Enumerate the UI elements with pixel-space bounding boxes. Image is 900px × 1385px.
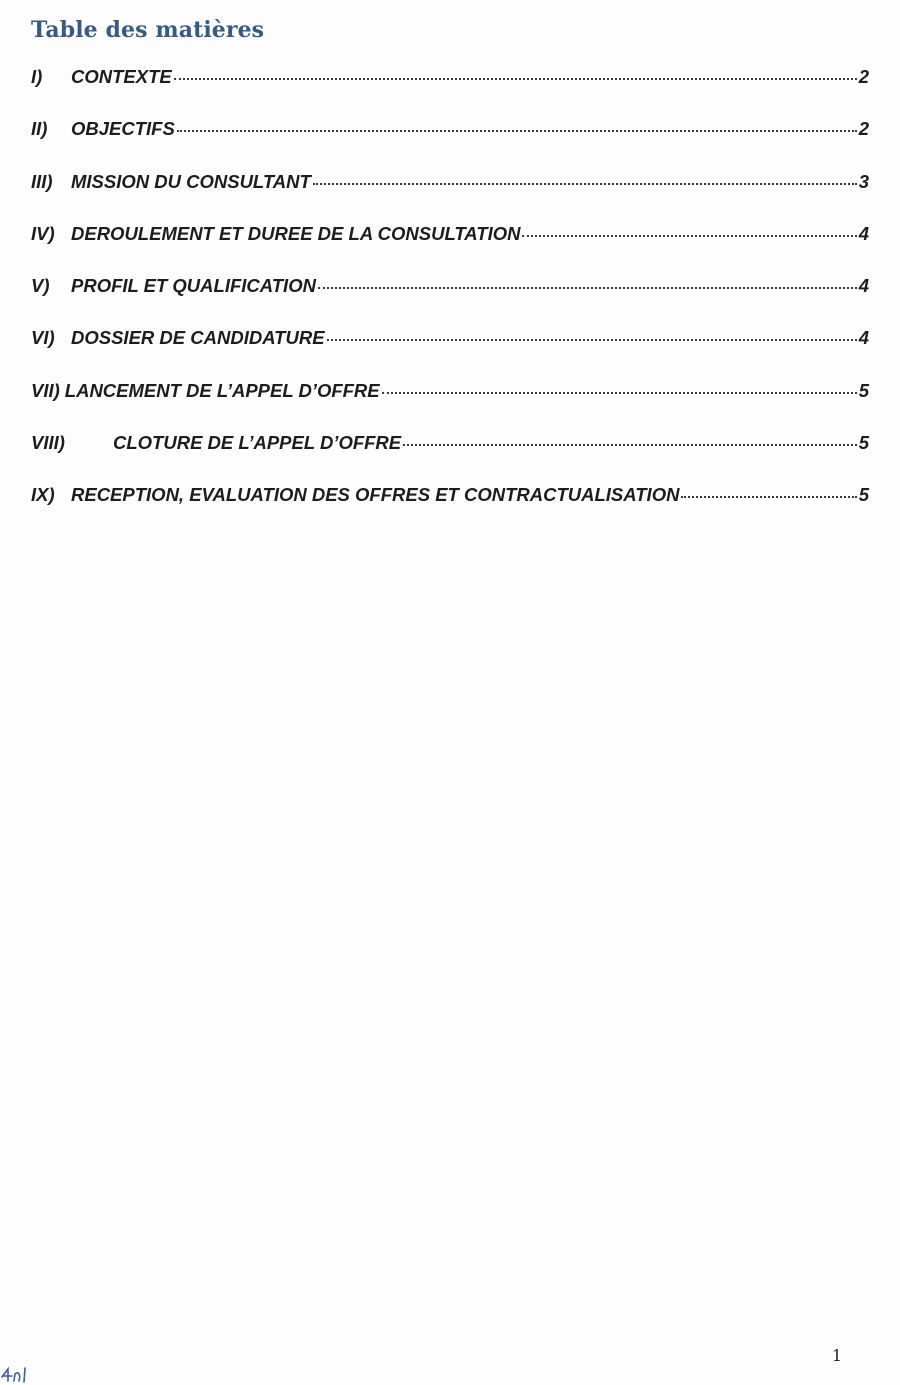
toc-dot-leader [177,130,857,132]
toc-entry-number: VII) [31,379,60,401]
toc-entry-mission[interactable] [31,171,869,223]
toc-entry-page: 4 [858,327,869,349]
toc-list [31,66,869,537]
toc-entry-page: 5 [858,379,869,401]
toc-entry-contexte[interactable] [31,66,869,118]
toc-dot-leader [327,339,857,341]
toc-entry-label: RECEPTION, EVALUATION DES OFFRES ET CONTRACTUALISATION [71,484,680,506]
toc-dot-leader [681,496,856,498]
handwritten-initials-mark [0,1365,34,1385]
toc-entry-label: OBJECTIFS [71,118,175,140]
toc-entry-page: 2 [858,118,869,140]
toc-entry-number: IX) [31,484,55,506]
toc-entry-label: PROFIL ET QUALIFICATION [71,275,316,297]
toc-entry-lancement[interactable] [31,380,869,432]
toc-entry-number: I) [31,66,43,87]
toc-entry-number: VIII) [31,432,65,454]
toc-entry-dossier[interactable] [31,327,869,379]
toc-entry-page: 3 [858,170,869,192]
toc-title: Table des matières [31,17,265,43]
toc-entry-label: DEROULEMENT ET DUREE DE LA CONSULTATION [71,222,521,244]
page-number: 1 [831,1346,842,1365]
toc-entry-number: II) [31,118,48,140]
toc-entry-profil[interactable] [31,275,869,327]
toc-entry-label: CONTEXTE [71,66,172,87]
toc-entry-cloture[interactable] [31,432,869,484]
toc-entry-label: MISSION DU CONSULTANT [71,170,311,192]
toc-entry-page: 2 [858,66,869,87]
toc-entry-number: IV) [31,222,55,244]
toc-dot-leader [522,235,856,237]
toc-entry-objectifs[interactable] [31,118,869,170]
toc-entry-page: 5 [858,484,869,506]
toc-entry-label: LANCEMENT DE L’APPEL D’OFFRE [64,379,380,401]
toc-entry-number: III) [31,170,53,192]
toc-dot-leader [174,78,857,80]
toc-entry-number: VI) [31,327,55,349]
toc-dot-leader [318,287,857,289]
toc-entry-deroulement[interactable] [31,223,869,275]
toc-entry-page: 4 [858,222,869,244]
toc-dot-leader [313,183,857,185]
toc-entry-label: DOSSIER DE CANDIDATURE [71,327,325,349]
toc-dot-leader [403,444,857,446]
toc-dot-leader [382,392,857,394]
toc-entry-number: V) [31,275,50,297]
toc-entry-label: CLOTURE DE L’APPEL D’OFFRE [113,432,402,454]
toc-entry-page: 4 [858,275,869,297]
toc-entry-page: 5 [858,432,869,454]
toc-entry-reception[interactable] [31,484,869,536]
